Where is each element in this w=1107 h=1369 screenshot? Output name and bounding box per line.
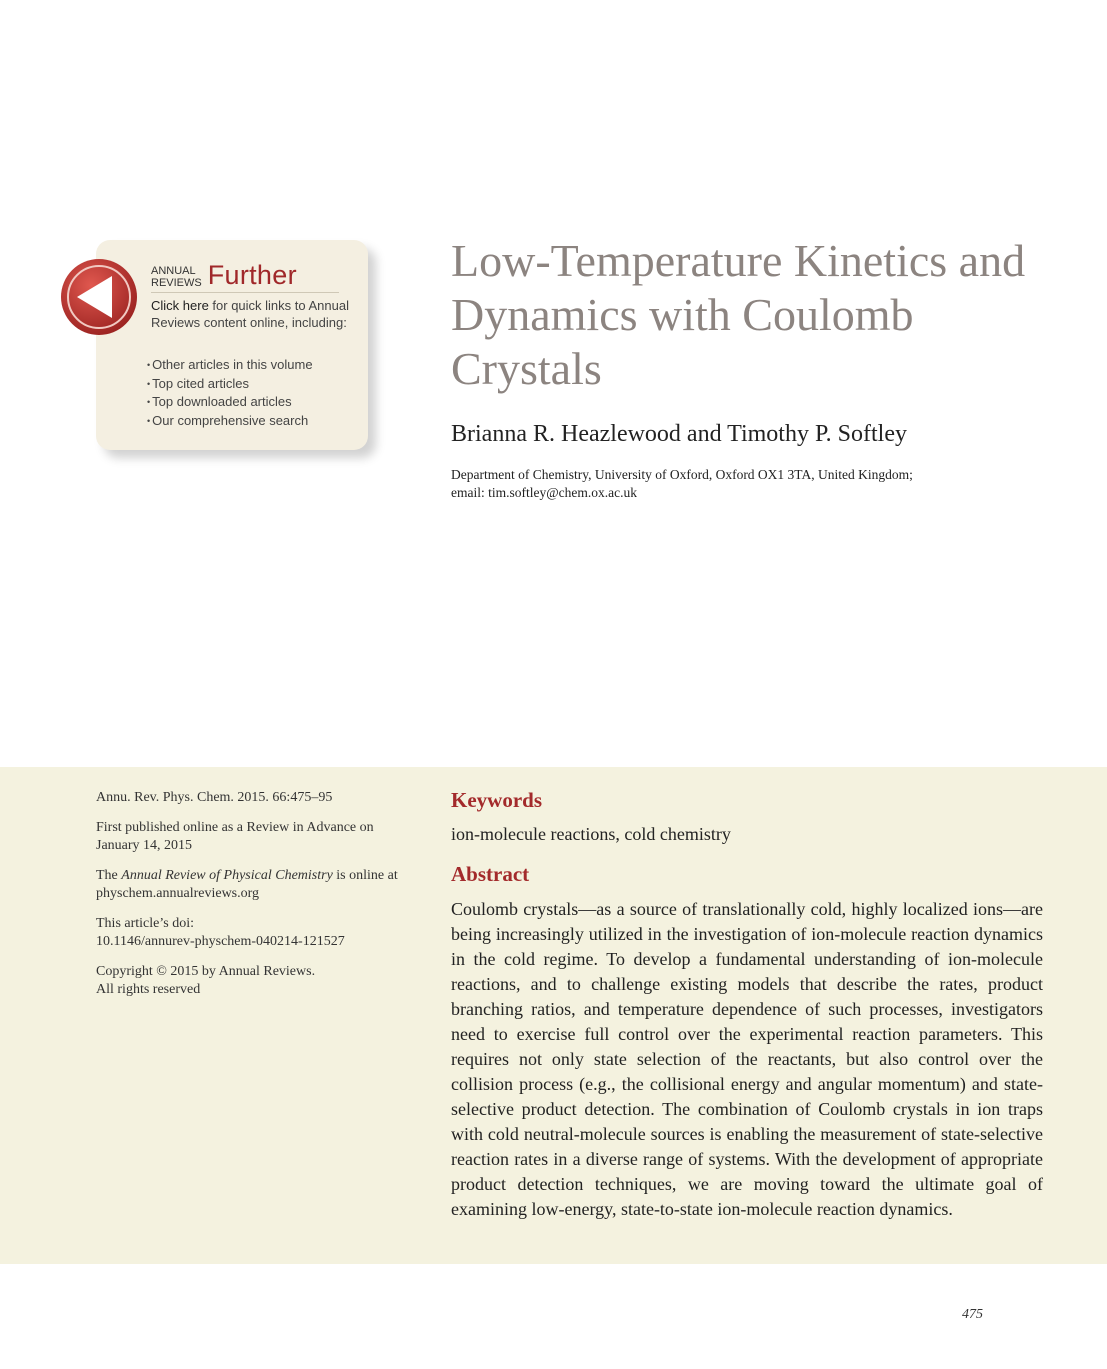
click-here-link[interactable]: Click here bbox=[151, 298, 209, 313]
online-pre: The bbox=[96, 868, 122, 883]
first-published: First published online as a Review in Advance on January 14, 2015 bbox=[96, 820, 374, 853]
abstract-text: Coulomb crystals—as a source of translationally cold, highly localized ions—are being increasingly utilized in the investigation of ion-molecule reaction dynamics in the cold regime. To develop a fundamental understanding of ion-molecule reactions, and to challenge existing models that describe the rates, product branching ratios, and temperature dependence of such processes, investigators need to exercise full control over the experimental reaction parameters. This requires not only state selection of the reactants, but also control over the collision process (e.g., the collisional energy and angular momentum) and state-selective product detection. The combination of Coulomb crystals in ion traps with cold neutral-molecule sources is enabling the measurement of state-selective reaction rates in a diverse range of systems. With the development of appropriate product detection techniques, we are moving toward the ultimate goal of examining low-energy, state-to-state ion-molecule reaction dynamics. bbox=[451, 899, 1043, 1219]
abstract-heading: Abstract bbox=[451, 862, 530, 886]
annual-reviews-logo bbox=[151, 265, 202, 289]
keywords-text: ion-molecule reactions, cold chemistry bbox=[451, 824, 731, 844]
further-link-item[interactable]: • Top downloaded articles bbox=[147, 393, 313, 412]
further-links-list bbox=[147, 356, 313, 430]
logo-annual: ANNUAL bbox=[151, 265, 196, 277]
left-arrow-icon[interactable] bbox=[60, 258, 138, 336]
doi[interactable]: 10.1146/annurev-physchem-040214-121527 bbox=[96, 934, 345, 949]
citation: Annu. Rev. Phys. Chem. 2015. 66:475–95 bbox=[96, 790, 333, 805]
further-link-item[interactable]: • Other articles in this volume bbox=[147, 356, 313, 375]
further-link-item[interactable]: • Top cited articles bbox=[147, 375, 313, 394]
article-title: Low-Temperature Kinetics and Dynamics with Coulomb Crystals bbox=[451, 235, 1026, 394]
copyright-block bbox=[96, 963, 416, 999]
further-word: Further bbox=[207, 260, 297, 290]
further-description-rest: for quick links to Annual Reviews content online, including: bbox=[151, 298, 349, 330]
page-number: 475 bbox=[962, 1307, 983, 1322]
divider bbox=[151, 292, 339, 293]
keywords-heading: Keywords bbox=[451, 788, 542, 812]
journal-name: Annual Review of Physical Chemistry bbox=[121, 868, 333, 883]
copyright: Copyright © 2015 by Annual Reviews. bbox=[96, 964, 316, 979]
further-description bbox=[151, 297, 351, 331]
doi-label: This article’s doi: bbox=[96, 916, 194, 931]
affiliation-email: email: tim.softley@chem.ox.ac.uk bbox=[451, 485, 638, 500]
affiliation-line: Department of Chemistry, University of Oxford, Oxford OX1 3TA, United Kingdom; bbox=[451, 467, 913, 482]
further-link-item[interactable]: • Our comprehensive search bbox=[147, 412, 313, 431]
further-header bbox=[151, 262, 297, 289]
article-meta bbox=[96, 789, 416, 1011]
logo-reviews: REVIEWS bbox=[151, 277, 202, 289]
doi-block bbox=[96, 915, 416, 951]
online-at bbox=[96, 867, 416, 903]
authors: Brianna R. Heazlewood and Timothy P. Softley bbox=[451, 421, 907, 447]
affiliation bbox=[451, 466, 1011, 502]
online-post: is online at physchem.annualreviews.org bbox=[96, 868, 398, 901]
rights: All rights reserved bbox=[96, 982, 201, 997]
